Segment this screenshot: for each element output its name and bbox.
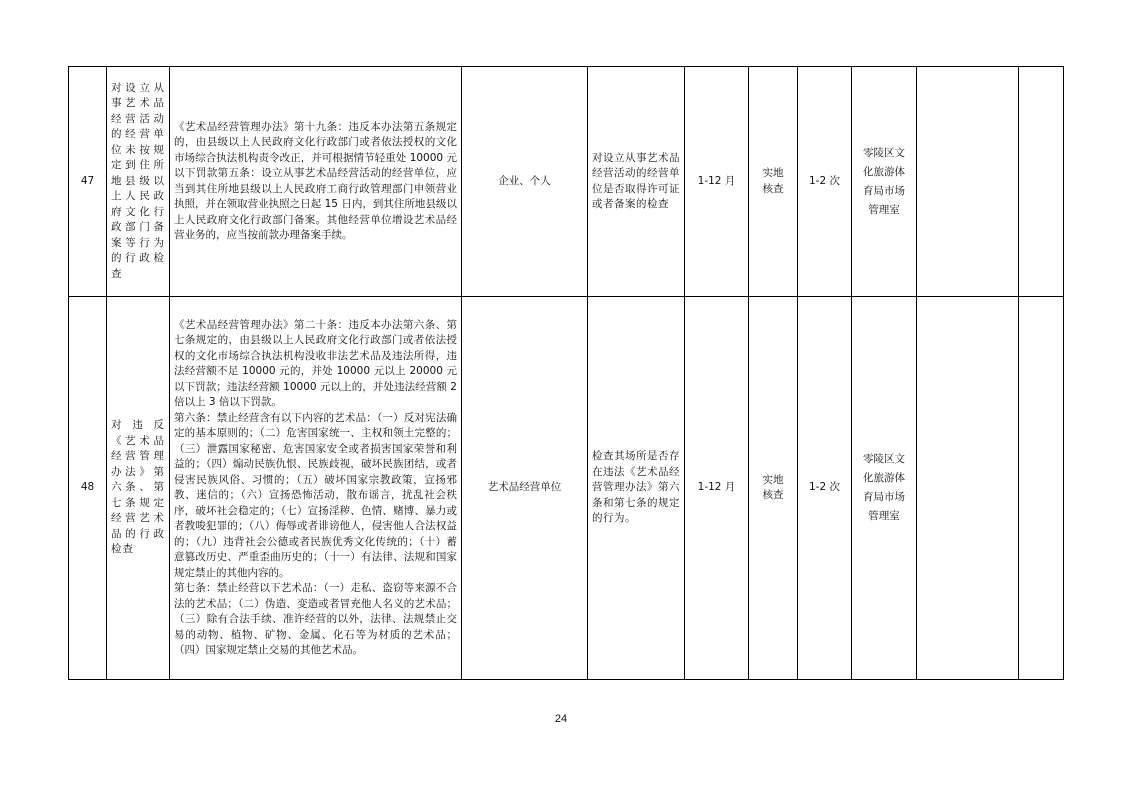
table-row: [69, 67, 1064, 297]
inspection-method: 实地 核查: [749, 297, 798, 680]
empty-cell: [1019, 67, 1064, 297]
table-row: [69, 297, 1064, 680]
inspection-frequency: 1-2 次: [798, 67, 852, 297]
legal-basis: 《艺术品经营管理办法》第十九条：违反本办法第五条规定的，由县级以上人民政府文化行政部门或者依法授权的文化市场综合执法机构责令改正，并可根据情节轻重处 10000 元以下罚款第五条：设立从事艺术品经营活动的经营单位，应当到其住所地县级以上人民政府工商行政管理部门申领营业执照，并在领取营业执照之日起 15 日内，到其住所地县级以上人民政府文化行政部门备案。其他经营单位增设艺术品经营业务的，应当按前款办理备案手续。: [170, 67, 462, 297]
inspection-content: 对设立从事艺术品经营活动的经营单位是否取得许可证或者备案的检查: [588, 67, 685, 297]
inspection-method: 实地 核查: [749, 67, 798, 297]
legal-basis: 《艺术品经营管理办法》第二十条：违反本办法第六条、第七条规定的，由县级以上人民政府文化行政部门或者依法授权的文化市场综合执法机构没收非法艺术品及违法所得，违法经营额不足 10000 元的，并处 10000 元以上 20000 元以下罚款；违法经营额 10000 元以上的，并处违法经营额 2 倍以上 3 倍以下罚款。 第六条：禁止经营含有以下内容的艺术品：（一）反对宪法确定的基本原则的；（二）危害国家统一、主权和领土完整的；（三）泄露国家秘密、危害国家安全或者损害国家荣誉和利益的；（四）煽动民族仇恨、民族歧视，破坏民族团结，或者侵害民族风俗、习惯的；（五）破坏国家宗教政策，宣扬邪教、迷信的；（六）宣扬恐怖活动，散布谣言，扰乱社会秩序，破坏社会稳定的；（七）宣扬淫秽、色情、赌博、暴力或者教唆犯罪的；（八）侮辱或者诽谤他人，侵害他人合法权益的；（九）违背社会公德或者民族优秀文化传统的；（十）蓄意篡改历史、严重歪曲历史的；（十一）有法律、法规和国家规定禁止的其他内容的。 第七条：禁止经营以下艺术品：（一）走私、盗窃等来源不合法的艺术品；（二）伪造、变造或者冒充他人名义的艺术品；（三）除有合法手续、准许经营的以外，法律、法规禁止交易的动物、植物、矿物、金属、化石等为材质的艺术品；（四）国家规定禁止交易的其他艺术品。: [170, 297, 462, 680]
empty-cell: [917, 67, 1019, 297]
inspection-item: 对违反《艺术品经营管理办法》第六条、第七条规定经营艺术品的行政检查: [107, 297, 170, 680]
responsible-department: 零陵区文 化旅游体 育局市场 管理室: [852, 297, 917, 680]
inspection-period: 1-12 月: [685, 67, 749, 297]
empty-cell: [1019, 297, 1064, 680]
row-number: 48: [69, 297, 107, 680]
inspection-frequency: 1-2 次: [798, 297, 852, 680]
inspection-object: 企业、个人: [462, 67, 588, 297]
inspection-content: 检查其场所是否存在违法《艺术品经营管理办法》第六条和第七条的规定的行为。: [588, 297, 685, 680]
responsible-department: 零陵区文 化旅游体 育局市场 管理室: [852, 67, 917, 297]
inspection-period: 1-12 月: [685, 297, 749, 680]
row-number: 47: [69, 67, 107, 297]
inspection-table: [68, 66, 1064, 680]
empty-cell: [917, 297, 1019, 680]
inspection-object: 艺术品经营单位: [462, 297, 588, 680]
inspection-item: 对设立从事艺术品经营活动的经营单位未按规定到住所地县级以上人民政府文化行政部门备案等行为的行政检查: [107, 67, 170, 297]
page-number: 24: [554, 713, 568, 725]
